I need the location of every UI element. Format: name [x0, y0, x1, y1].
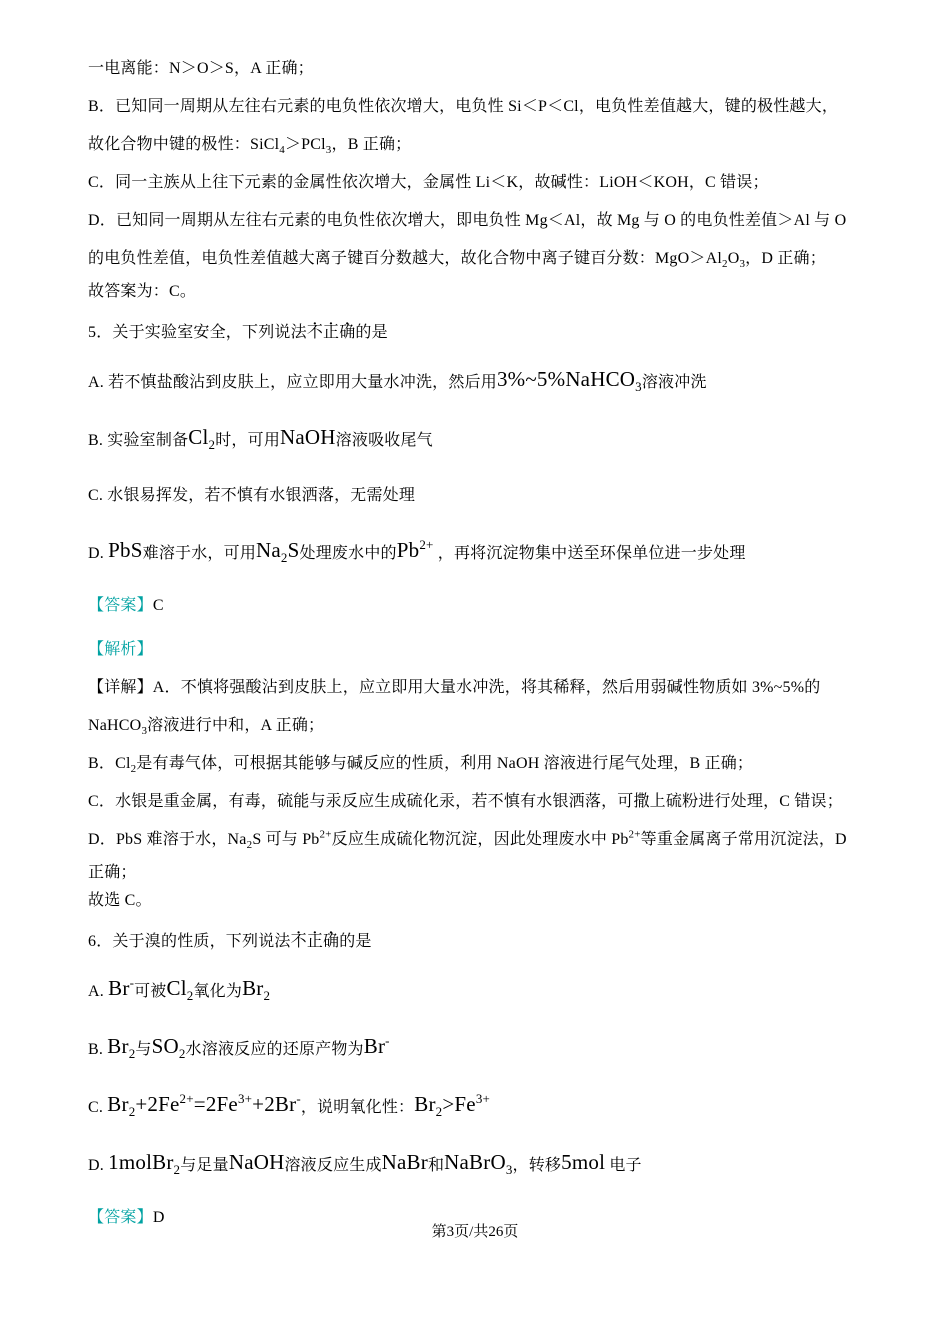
- text-run: 与足量: [180, 1157, 229, 1174]
- text-run: 正确；: [88, 864, 137, 881]
- text-run: C: [152, 597, 164, 614]
- q5-explanation-line: [88, 783, 866, 821]
- subscript: 2: [721, 258, 728, 271]
- q5-analysis-label: [88, 631, 866, 669]
- text-run: D.: [88, 1157, 109, 1174]
- q5-explanation-line: [88, 669, 866, 707]
- subscript: 3: [635, 379, 642, 395]
- page-number-text: 第3页/共26页: [431, 1224, 519, 1240]
- text-run: B．$Cl_2$是有毒气体，可根据其能够与碱反应的性质，利用 NaOH 溶液进行尾气处理，B 正确；: [88, 755, 754, 776]
- chemical-formula: $Br_2>Fe^{3+}$: [414, 1091, 491, 1120]
- chemical-formula: NaOH: [280, 425, 336, 449]
- subscript: 4: [279, 144, 285, 157]
- subscript: 2: [246, 839, 253, 852]
- chemical-formula: $Pb^{2+}$: [396, 537, 434, 562]
- text-run: 和: [427, 1157, 445, 1174]
- superscript: 2+: [319, 828, 332, 841]
- text-run: C．水银是重金属，有毒，硫能与汞反应生成硫化汞，若不慎有水银洒落，可撒上硫粉进行处理，C 错误；: [88, 793, 843, 810]
- superscript: -: [296, 1091, 301, 1106]
- text-run: A.: [88, 983, 109, 1000]
- text-run: D: [152, 1209, 165, 1226]
- text-run: 6．关于溴的性质，下列说法: [88, 933, 291, 950]
- subscript: 3: [325, 144, 332, 157]
- text-run: B．已知同一周期从左往右元素的电负性依次增大，电负性 Si＜P＜Cl，电负性差值越大，键的极性越大，: [88, 98, 839, 115]
- question-5: [88, 306, 866, 352]
- subscript: 3: [505, 1162, 513, 1178]
- subscript: 2: [186, 988, 194, 1004]
- chemical-formula: $Na_2S$: [256, 538, 300, 566]
- emphasized-text: [291, 933, 340, 950]
- text-run: 溶液反应生成: [284, 1157, 382, 1174]
- text-run: ，再将沉淀物集中送至环保单位进一步处理: [433, 545, 746, 562]
- chemical-formula: $Cl_2$: [188, 425, 216, 453]
- chemical-formula: 1molBr$_2$: [108, 1150, 181, 1178]
- q6-option-a: [88, 961, 866, 1019]
- chemical-formula: $SO_2$: [151, 1034, 186, 1062]
- chemical-formula: $Br_2+2Fe^{2+}=2Fe^{3+}+2Br^-$: [107, 1091, 301, 1120]
- text-run: 的是: [339, 933, 372, 950]
- text-run: 一电离能：N＞O＞S，A 正确；: [88, 60, 314, 77]
- superscript: -: [129, 975, 135, 990]
- subscript: 2: [435, 1104, 443, 1120]
- q5-conclusion-line: [88, 887, 866, 915]
- chemical-formula: Br-: [108, 975, 135, 1000]
- q4-explanation-line: [88, 50, 866, 88]
- emphasis-dot-char: · 确: [323, 923, 339, 961]
- answer-marker-label: 【答案】: [88, 597, 153, 614]
- emphasis-dot-char: · 不: [291, 923, 307, 961]
- text-run: A. 若不慎盐酸沾到皮肤上，应立即用大量水冲洗，然后用: [88, 374, 497, 391]
- text-run: 的电负性差值，电负性差值越大离子键百分数越大，故化合物中离子键百分数：$MgO>Al_2O_3$，D 正确；: [88, 250, 826, 271]
- superscript: 3+: [475, 1091, 491, 1106]
- text-run: C．同一主族从上往下元素的金属性依次增大，金属性 Li＜K，故碱性：LiOH＜KOH，C 错误；: [88, 174, 769, 191]
- text-run: NaHCO$_3$溶液进行中和，A 正确；: [88, 717, 325, 738]
- answer-marker-label: 【解析】: [88, 641, 153, 658]
- text-run: 电子: [605, 1157, 642, 1174]
- chemical-formula: Br-: [363, 1033, 390, 1058]
- page-footer: [0, 1220, 950, 1241]
- emphasis-dot-char: · 正: [323, 314, 339, 352]
- text-run: D．PbS 难溶于水，$Na_2S$ 可与 $Pb^{2+}$反应生成硫化物沉淀，因此处理废水中 $Pb^{2+}$等重金属离子常用沉淀法，D: [88, 828, 847, 852]
- text-run: 时，可用: [215, 432, 281, 449]
- answer-marker-label: 【答案】: [88, 1209, 153, 1226]
- chemical-formula: 5mol: [561, 1150, 606, 1174]
- subscript: 3: [141, 725, 148, 738]
- q5-explanation-line: [88, 821, 866, 859]
- emphasis-dot-char: · 确: [339, 314, 355, 352]
- text-run: 5．关于实验室安全，下列说法: [88, 324, 307, 341]
- text-run: 氧化为: [193, 983, 243, 1000]
- q4-explanation-line: [88, 240, 866, 278]
- text-run: 的是: [355, 324, 388, 341]
- subscript: 2: [128, 1104, 136, 1120]
- chemical-formula: $Cl_2$: [166, 976, 194, 1004]
- chemical-formula: NaOH: [228, 1150, 285, 1174]
- text-run: D.: [88, 545, 109, 562]
- chemical-formula: $Br_2$: [242, 976, 271, 1004]
- text-run: C. 水银易挥发，若不慎有水银洒落，无需处理: [88, 487, 416, 504]
- subscript: 2: [208, 437, 216, 453]
- emphasized-text: [307, 324, 356, 341]
- superscript: 2+: [628, 828, 641, 841]
- text-run: 溶液冲洗: [641, 374, 707, 391]
- superscript: 2+: [179, 1091, 194, 1106]
- q6-option-b: [88, 1019, 866, 1077]
- q6-option-c: [88, 1077, 866, 1135]
- q5-option-b: [88, 410, 866, 468]
- text-run: 难溶于水，可用: [142, 545, 257, 562]
- text-run: B. 实验室制备: [88, 432, 189, 449]
- text-run: C.: [88, 1099, 108, 1116]
- subscript: 2: [173, 1162, 181, 1178]
- text-run: ，转移: [512, 1157, 562, 1174]
- q4-explanation-line: [88, 164, 866, 202]
- text-run: 故化合物中键的极性：SiCl$_4$＞PCl$_3$，B 正确；: [88, 136, 412, 157]
- question-6: [88, 915, 866, 961]
- superscript: -: [385, 1033, 390, 1048]
- text-run: 与: [135, 1041, 152, 1058]
- text-run: B.: [88, 1041, 108, 1058]
- q5-explanation-line: [88, 707, 866, 745]
- text-run: D．已知同一周期从左往右元素的电负性依次增大，即电负性 Mg＜Al，故 Mg 与 O 的电负性差值＞Al 与 O: [88, 212, 847, 229]
- subscript: 3: [739, 258, 746, 271]
- q5-explanation-line: [88, 745, 866, 783]
- subscript: 2: [128, 1046, 136, 1062]
- subscript: 2: [178, 1046, 186, 1062]
- text-run: 处理废水中的: [299, 545, 397, 562]
- q4-explanation-line: [88, 126, 866, 164]
- text-run: ，说明氧化性：: [300, 1099, 415, 1116]
- q5-option-c: [88, 468, 866, 523]
- emphasis-dot-char: · 正: [307, 923, 323, 961]
- chemical-formula: 3%~5%NaHCO$_3$: [496, 367, 642, 395]
- text-run: 故答案为：C。: [88, 283, 197, 300]
- q5-answer: [88, 581, 866, 631]
- subscript: 2: [280, 550, 288, 566]
- q4-conclusion-line: [88, 278, 866, 306]
- text-run: 【详解】A．不慎将强酸沾到皮肤上，应立即用大量水冲洗，将其稀释，然后用弱碱性物质如 3%~5%的: [88, 679, 821, 696]
- text-run: 故选 C。: [88, 892, 152, 909]
- text-run: 水溶液反应的还原产物为: [185, 1041, 364, 1058]
- subscript: 2: [263, 988, 271, 1004]
- q4-explanation-line: [88, 88, 866, 126]
- q5-explanation-line: [88, 859, 866, 887]
- text-run: 溶液吸收尾气: [335, 432, 433, 449]
- q4-explanation-line: [88, 202, 866, 240]
- q5-option-a: [88, 352, 866, 410]
- chemical-formula: NaBr: [381, 1150, 428, 1174]
- superscript: 3+: [237, 1091, 253, 1106]
- text-run: 可被: [134, 983, 167, 1000]
- superscript: 2+: [419, 537, 434, 552]
- q5-option-d: [88, 523, 866, 581]
- chemical-formula: NaBrO$_3$: [444, 1150, 513, 1178]
- emphasis-dot-char: · 不: [307, 314, 323, 352]
- q6-option-d: [88, 1135, 866, 1193]
- chemical-formula: $Br_2$: [107, 1034, 136, 1062]
- subscript: 2: [130, 763, 137, 776]
- chemical-formula: PbS: [108, 538, 143, 562]
